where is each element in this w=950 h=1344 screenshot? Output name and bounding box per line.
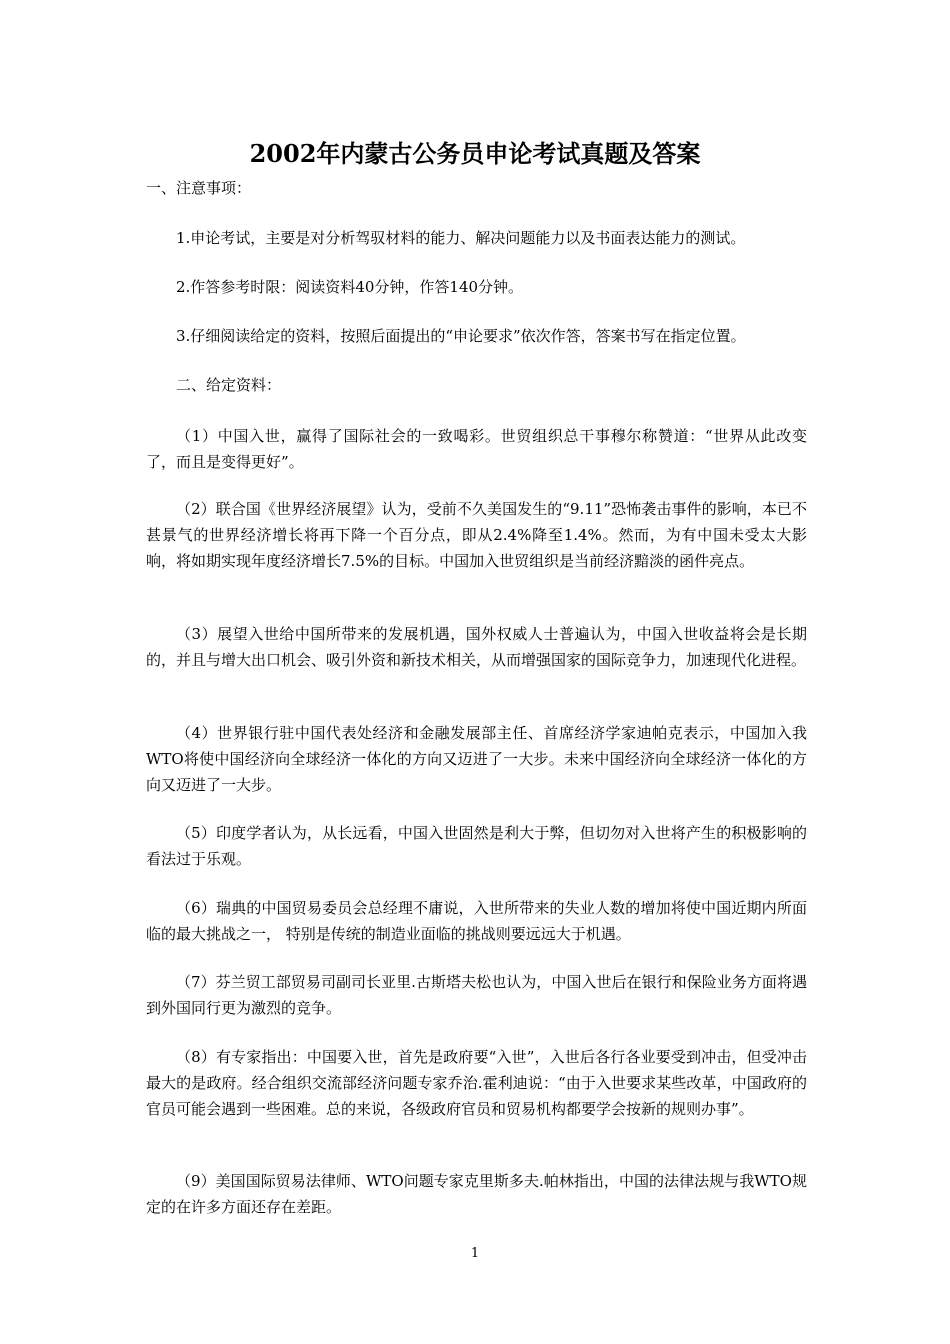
material-paragraph-2: （2）联合国《世界经济展望》认为，受前不久美国发生的“9.11”恐怖袭击事件的影响，本已不甚景气的世界经济增长将再下降一个百分点，即从2.4%降至1.4%。然而，为有中国未受太大影响，将如期实现年度经济增长7.5%的目标。中国加入世贸组织是当前经济黯淡的函件亮点。	[146, 500, 807, 570]
note-item-2: 2.作答参考时限：阅读资料40分钟，作答140分钟。	[176, 278, 524, 296]
material-paragraph-8: （8）有专家指出：中国要入世，首先是政府要“入世”，入世后各行各业要受到冲击，但受冲击最大的是政府。经合组织交流部经济问题专家乔治.霍利迪说：“由于入世要求某些改革，中国政府的官员可能会遇到一些困难。总的来说，各级政府官员和贸易机构都要学会按新的规则办事”。	[146, 1048, 807, 1118]
material-paragraph-6: （6）瑞典的中国贸易委员会总经理不庸说，入世所带来的失业人数的增加将使中国近期内所面临的最大挑战之一， 特别是传统的制造业面临的挑战则要远远大于机遇。	[146, 899, 807, 943]
material-paragraph-9: （9）美国国际贸易法律师、WTO问题专家克里斯多夫.帕林指出，中国的法律法规与我WTO规定的在许多方面还存在差距。	[146, 1172, 807, 1216]
section-heading-notes: 一、注意事项：	[146, 179, 252, 197]
material-paragraph-7: （7）芬兰贸工部贸易司副司长亚里.古斯塔夫松也认为，中国入世后在银行和保险业务方面将遇到外国同行更为激烈的竞争。	[146, 973, 807, 1017]
material-paragraph-1: （1）中国入世，赢得了国际社会的一致喝彩。世贸组织总干事穆尔称赞道：“世界从此改变了，而且是变得更好”。	[146, 427, 807, 471]
document-title: 2002年内蒙古公务员申论考试真题及答案	[249, 139, 701, 168]
material-paragraph-3: （3）展望入世给中国所带来的发展机遇，国外权威人士普遍认为，中国入世收益将会是长期的，并且与增大出口机会、吸引外资和新技术相关，从而增强国家的国际竞争力，加速现代化进程。	[146, 625, 807, 669]
page-number: 1	[470, 1246, 480, 1261]
material-paragraph-5: （5）印度学者认为，从长远看，中国入世固然是利大于弊，但切勿对入世将产生的积极影响的看法过于乐观。	[146, 824, 807, 868]
material-paragraph-4: （4）世界银行驻中国代表处经济和金融发展部主任、首席经济学家迪帕克表示，中国加入我WTO将使中国经济向全球经济一体化的方向又迈进了一大步。未来中国经济向全球经济一体化的方向又迈进了一大步。	[146, 724, 807, 794]
note-item-1: 1.申论考试，主要是对分析驾驭材料的能力、解决问题能力以及书面表达能力的测试。	[176, 229, 746, 247]
section-heading-materials: 二、给定资料：	[176, 376, 282, 394]
note-item-3: 3.仔细阅读给定的资料，按照后面提出的“申论要求”依次作答，答案书写在指定位置。	[176, 327, 746, 345]
